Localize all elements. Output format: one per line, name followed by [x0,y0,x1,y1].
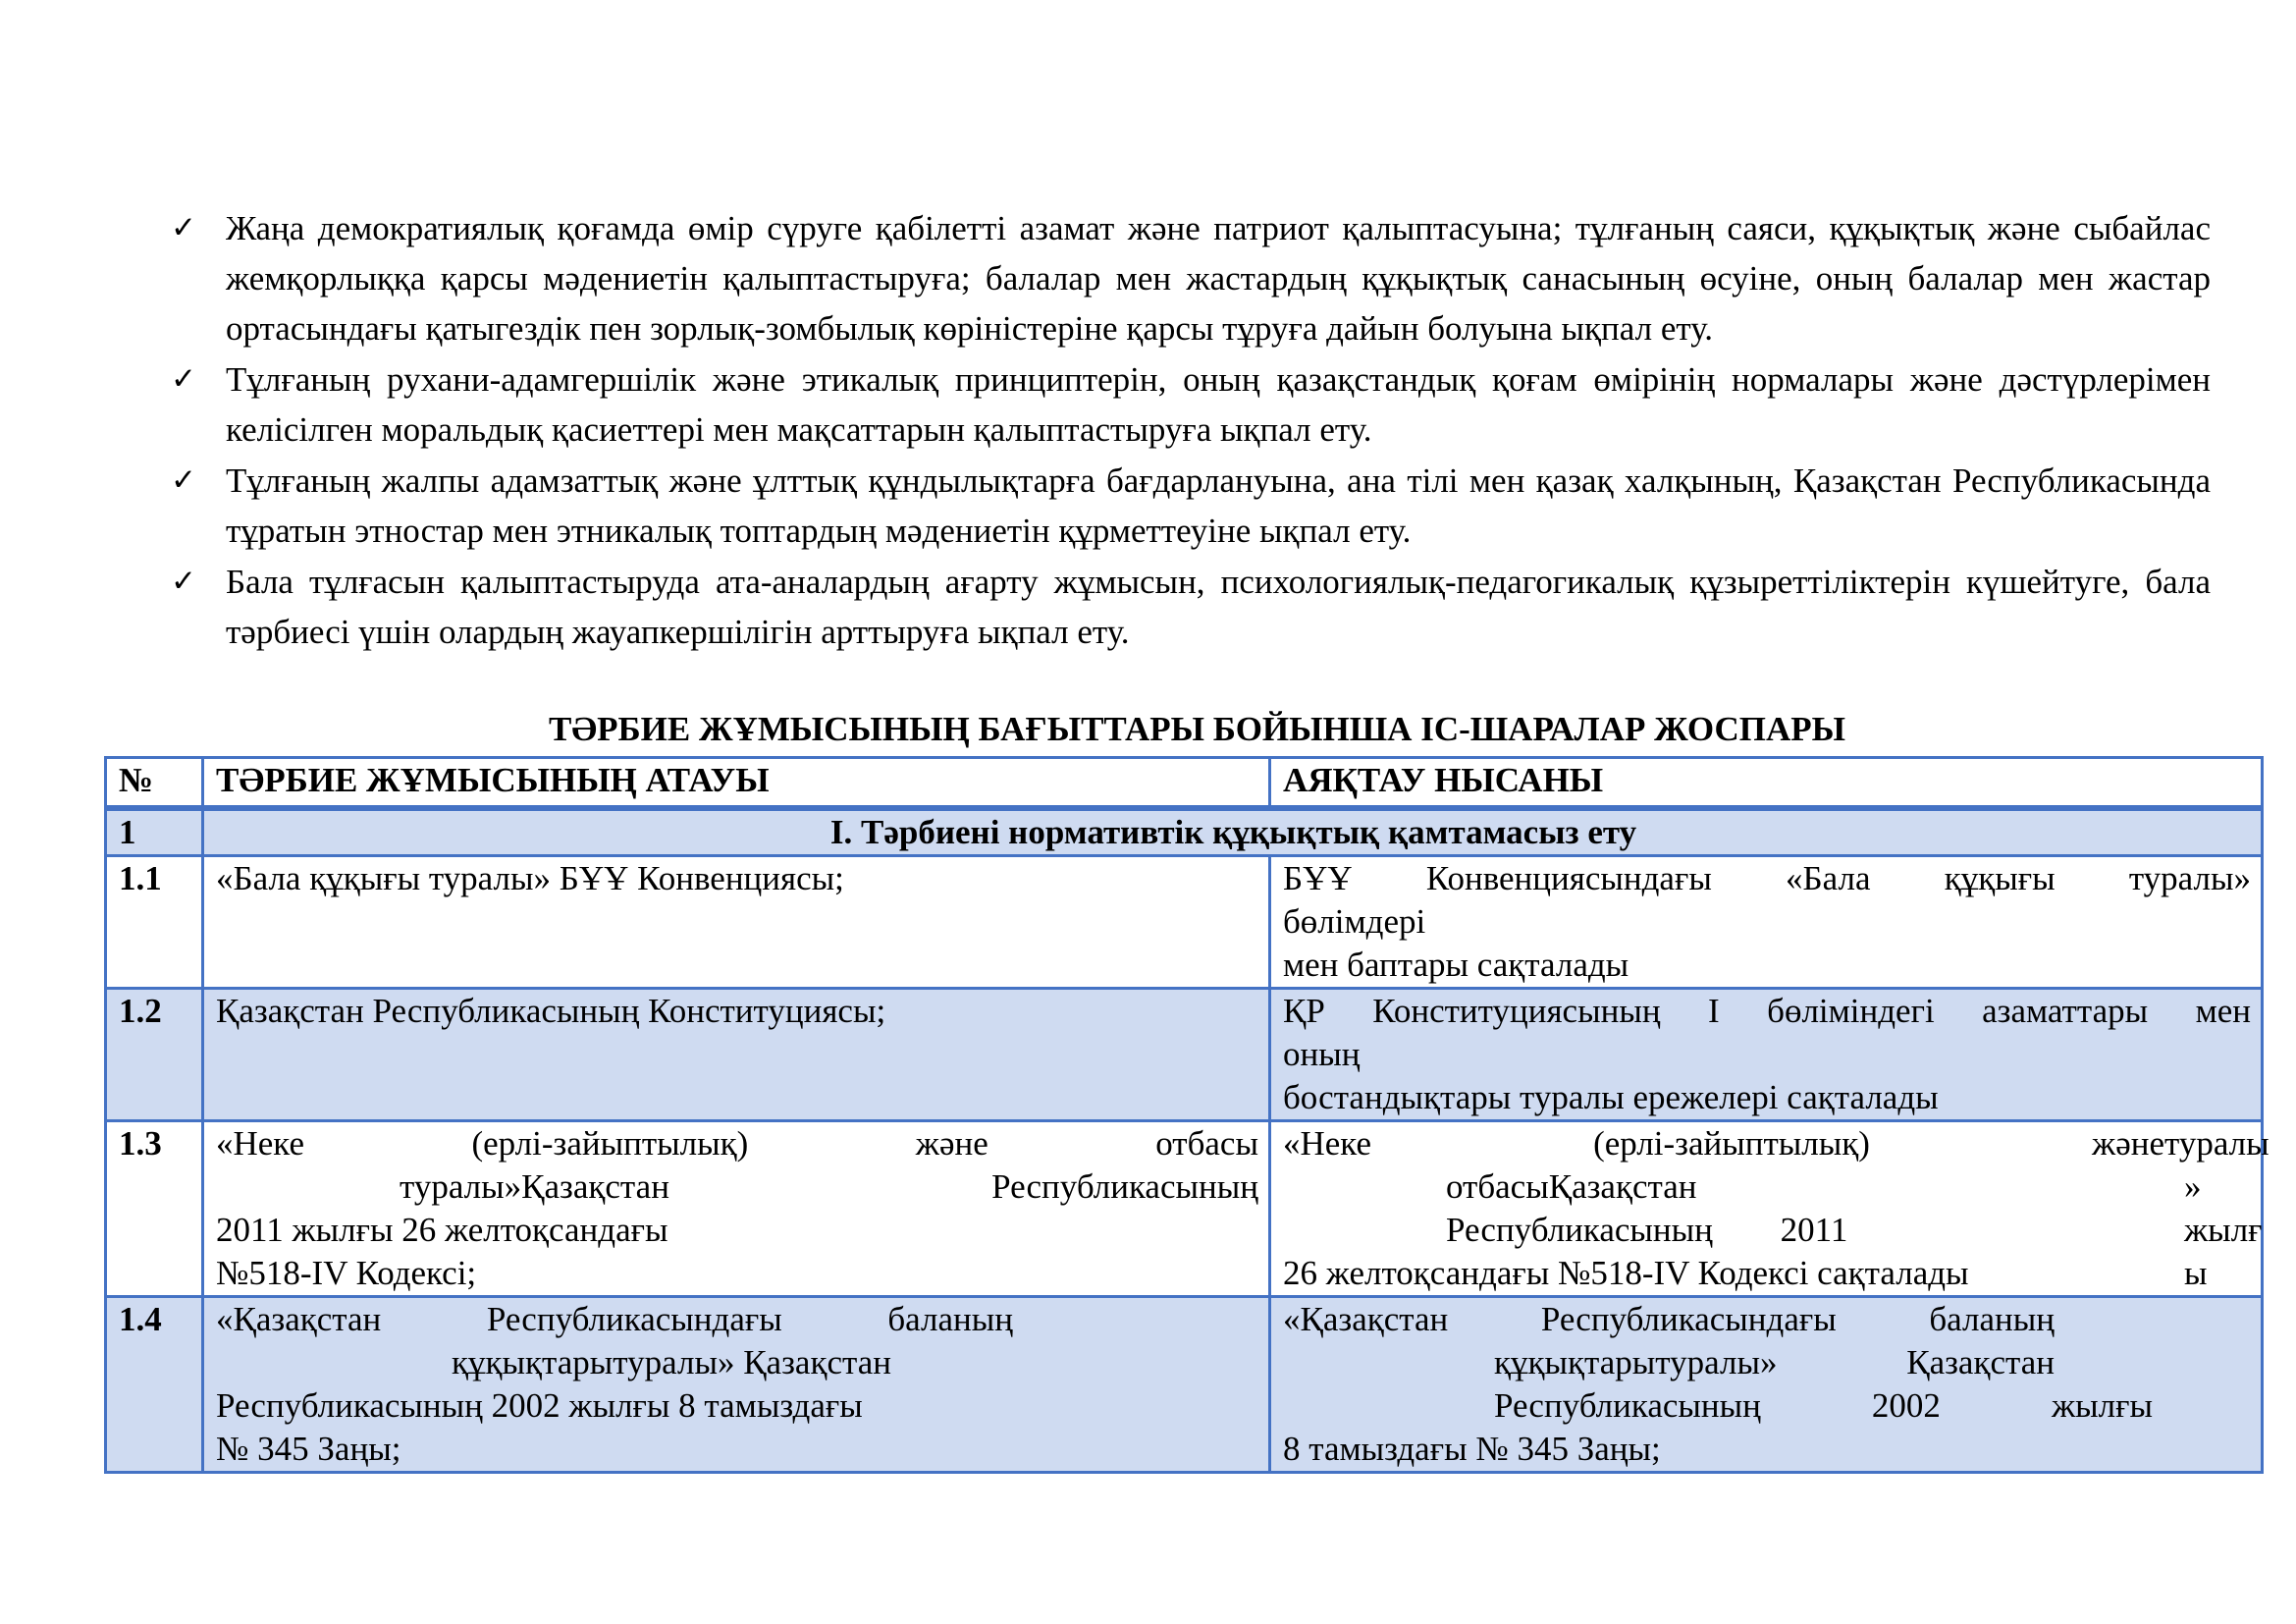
row-number: 1.3 [106,1121,203,1297]
row-result: БҰҰ Конвенциясындағы «Бала құқығы туралы» бөлімдері мен баптары сақталады [1270,856,2263,989]
row-number: 1.2 [106,989,203,1121]
goals-list [167,203,2211,658]
section-title: І. Тәрбиені нормативтік құқықтық қамтамасыз ету [203,808,2263,856]
table-header-row [106,758,2263,809]
check-icon: ✓ [171,462,196,498]
row-result: «Қазақстан Республикасындағы баланың құқықтарытуралы» Қазақстан Республикасының 2002 жылғы 8 тамыздағы № 345 Заңы; [1270,1297,2263,1473]
goal-item: ✓ Жаңа демократиялық қоғамда өмір сүруге қабілетті азамат және патриот қалыптасуына; тұлғаның саяси, құқықтық және сыбайлас жемқорлыққа қарсы мәдениетін қалыптастыруға; балалар мен жастардың құқықтық санасының өсуіне, оның балалар мен жастар ортасындағы қатыгездік пен зорлық-зомбылық көріністеріне қарсы тұруға дайын болуына ықпал ету. [167,203,2211,353]
section-number: 1 [106,808,203,856]
table-row [106,1121,2263,1297]
table-row [106,856,2263,989]
row-name: «Бала құқығы туралы» БҰҰ Конвенциясы; [203,856,1270,989]
check-icon: ✓ [171,210,196,245]
header-result: АЯҚТАУ НЫСАНЫ [1270,758,2263,809]
row-result: «Неке (ерлі-зайыптылық) және отбасыҚазақстан Республикасының 2011 26 желтоқсандағы №518-IV Кодексі сақталады туралы » жылғ ы [1270,1121,2263,1297]
row-number: 1.1 [106,856,203,989]
row-number: 1.4 [106,1297,203,1473]
row-name: «Неке (ерлі-зайыптылық) және отбасы туралы»Қазақстан Республикасының 2011 жылғы 26 желтоқсандағы №518-IV Кодексі; [203,1121,1270,1297]
header-name: ТӘРБИЕ ЖҰМЫСЫНЫҢ АТАУЫ [203,758,1270,809]
row-name: «Қазақстан Республикасындағы баланың құқықтарытуралы» Қазақстан Республикасының 2002 жылғы 8 тамыздағы № 345 Заңы; [203,1297,1270,1473]
section-row [106,808,2263,856]
goal-item: ✓ Бала тұлғасын қалыптастыруда ата-аналардың ағарту жұмысын, психологиялық-педагогикалық құзыреттіліктерін күшейтуге, бала тәрбиесі үшін олардың жауапкершілігін арттыруға ықпал ету. [167,557,2211,657]
row-result: ҚР Конституциясының І бөліміндегі азаматтары мен оның бостандықтары туралы ережелері сақталады [1270,989,2263,1121]
plan-title: ТӘРБИЕ ЖҰМЫСЫНЫҢ БАҒЫТТАРЫ БОЙЫНША ІС-ШАРАЛАР ЖОСПАРЫ [548,710,1846,748]
check-icon: ✓ [171,564,196,599]
plan-table [104,756,2269,1474]
row-name: Қазақстан Республикасының Конституциясы; [203,989,1270,1121]
check-icon: ✓ [171,361,196,397]
goal-item: ✓ Тұлғаның рухани-адамгершілік және этикалық принциптерін, оның қазақстандық қоғам өмірінің нормалары және дәстүрлерімен келісілген моральдық қасиеттері мен мақсаттарын қалыптастыруға ықпал ету. [167,354,2211,455]
table-row [106,1297,2263,1473]
goal-item: ✓ Тұлғаның жалпы адамзаттық және ұлттық құндылықтарға бағдарлануына, ана тілі мен қазақ халқының, Қазақстан Республикасында тұратын этностар мен этникалық топтардың мәдениетін құрметтеуіне ықпал ету. [167,456,2211,556]
table-row [106,989,2263,1121]
header-number: № [106,758,203,809]
